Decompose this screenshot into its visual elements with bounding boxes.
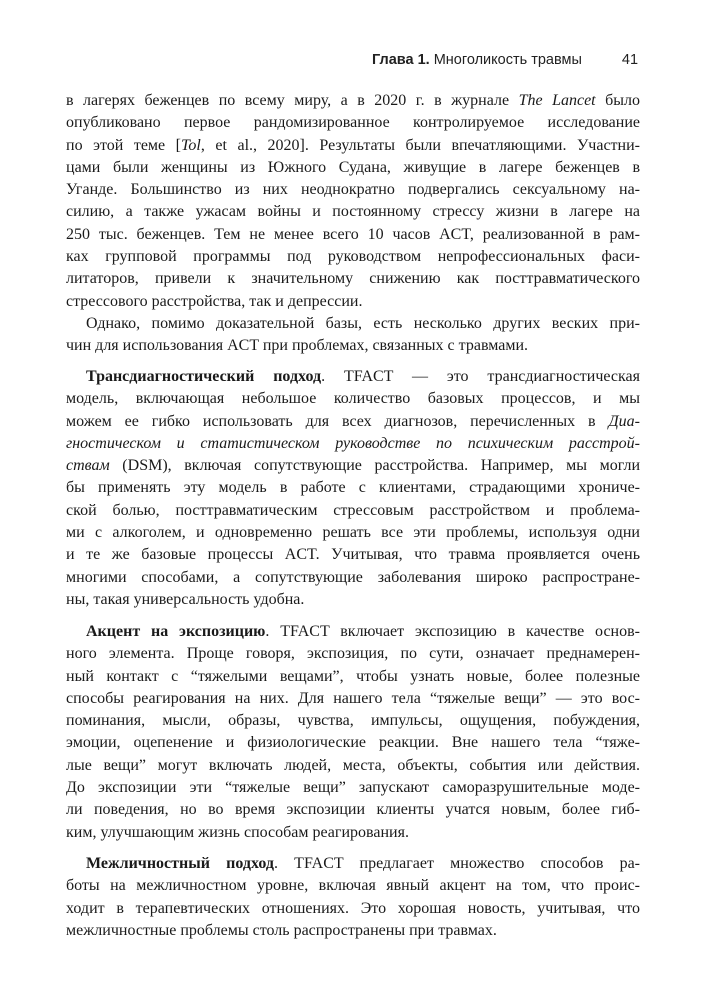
text-line: бы применять эту модель в работе с клиентами, страдающими хрониче-	[66, 479, 640, 497]
text-line: чин для использования ACT при проблемах, связанных с травмами.	[66, 337, 529, 355]
text-line: и те же базовые процессы ACT. Учитывая, что травма проявляется очень	[66, 546, 640, 564]
text-line: по этой теме [Tol, et al., 2020]. Результаты были впечатляющими. Участни-	[66, 136, 641, 154]
paragraph-interpersonal	[66, 853, 640, 942]
text-line: модель, включающая небольшое количество базовых процессов, и мы	[66, 390, 640, 408]
text-line: литаторов, привели к значительному снижению как посттравматического	[66, 270, 640, 288]
paragraph-transdiagnostic	[66, 366, 640, 611]
text-line: ли поведения, но во время экспозиции клиенты учатся новым, более гиб-	[66, 801, 640, 819]
text-line: поминания, мысли, образы, чувства, импульсы, ощущения, побуждения,	[66, 712, 640, 730]
text-line: способы реагирования на них. Для нашего тела “тяжелые вещи” — это вос-	[66, 689, 640, 707]
text-line: ного элемента. Проще говоря, экспозиция, по сути, означает преднамерен-	[66, 645, 640, 663]
section-heading: Трансдиагностический подход	[86, 368, 322, 385]
paragraph-refugee-study	[66, 90, 640, 313]
text-line: ской болью, посттравматическим стрессовым расстройством и проблема-	[66, 501, 640, 519]
text-line: 250 тыс. беженцев. Тем не менее всего 10 часов ACT, реализованной в рам-	[66, 225, 640, 243]
text-line: стрессового расстройства, так и депрессии.	[66, 292, 363, 310]
text-line: ствам (DSM), включая сопутствующие расстройства. Например, мы могли	[66, 457, 640, 475]
paragraph-exposure	[66, 621, 640, 844]
section-heading: Межличностный подход	[86, 855, 274, 872]
text-line: Межличностный подход. TFACT предлагает множество способов ра-	[86, 855, 641, 872]
chapter-label: Глава 1.	[372, 52, 430, 68]
text-line: ким, улучшающим жизнь способам реагирования.	[66, 823, 409, 841]
text-line: боты на межличностном уровне, включая явный акцент на том, что проис-	[66, 877, 640, 895]
text-line: многими способами, а сопутствующие заболевания широко распростране-	[66, 568, 640, 586]
text-line: Акцент на экспозицию. TFACT включает экспозицию в качестве основ-	[86, 623, 640, 640]
text-line: ны, такая универсальность удобна.	[66, 590, 305, 608]
text-line: ходит в терапевтических отношениях. Это хорошая новость, учитывая, что	[66, 899, 640, 917]
text-line: Уганде. Большинство из них неоднократно подвергались сексуальному на-	[66, 181, 640, 199]
text-line: гностическом и статистическом руководстве по психическим расстрой-	[66, 434, 640, 452]
text-line: Трансдиагностический подход. TFACT — это трансдиагностическая	[86, 368, 641, 385]
journal-title: The Lancet	[518, 92, 596, 109]
text-line: Однако, помимо доказательной базы, есть несколько других веских при-	[86, 315, 640, 332]
citation-author: Tol	[181, 136, 201, 154]
text-line: эмоции, оцепенение и физиологические реакции. Вне нашего тела “тяже-	[66, 734, 640, 752]
text-line: силию, а также ужасам войны и постоянному стрессу жизни в лагере на	[66, 203, 640, 221]
text-line: ный контакт с “тяжелыми вещами”, чтобы узнать новые, более полезные	[66, 667, 640, 685]
page-number: 41	[621, 52, 639, 68]
paragraph-other-reasons	[66, 313, 640, 358]
running-header	[372, 52, 638, 68]
text-line: ми с алкоголем, и одновременно решать все эти проблемы, используя одни	[66, 524, 640, 542]
text-line: цами были женщины из Южного Судана, живущие в лагере беженцев в	[66, 158, 640, 176]
text-line: ках групповой программы под руководством непрофессиональных фаси-	[66, 248, 640, 266]
text-line: межличностные проблемы столь распространены при травмах.	[66, 921, 497, 939]
text-line: До экспозиции эти “тяжелые вещи” запускают саморазрушительные моде-	[66, 779, 640, 797]
text-line: лые вещи” могут включать людей, места, объекты, события или действия.	[66, 756, 640, 774]
section-heading: Акцент на экспозицию	[86, 623, 266, 640]
text-line: опубликовано первое рандомизированное контролируемое исследование	[66, 114, 640, 132]
text-line: в лагерях беженцев по всему миру, а в 2020 г. в журнале The Lancet было	[66, 92, 641, 109]
chapter-title: Многоликость травмы	[429, 52, 582, 68]
text-line: можем ее гибко использовать для всех диагнозов, перечисленных в Диа-	[66, 412, 640, 430]
